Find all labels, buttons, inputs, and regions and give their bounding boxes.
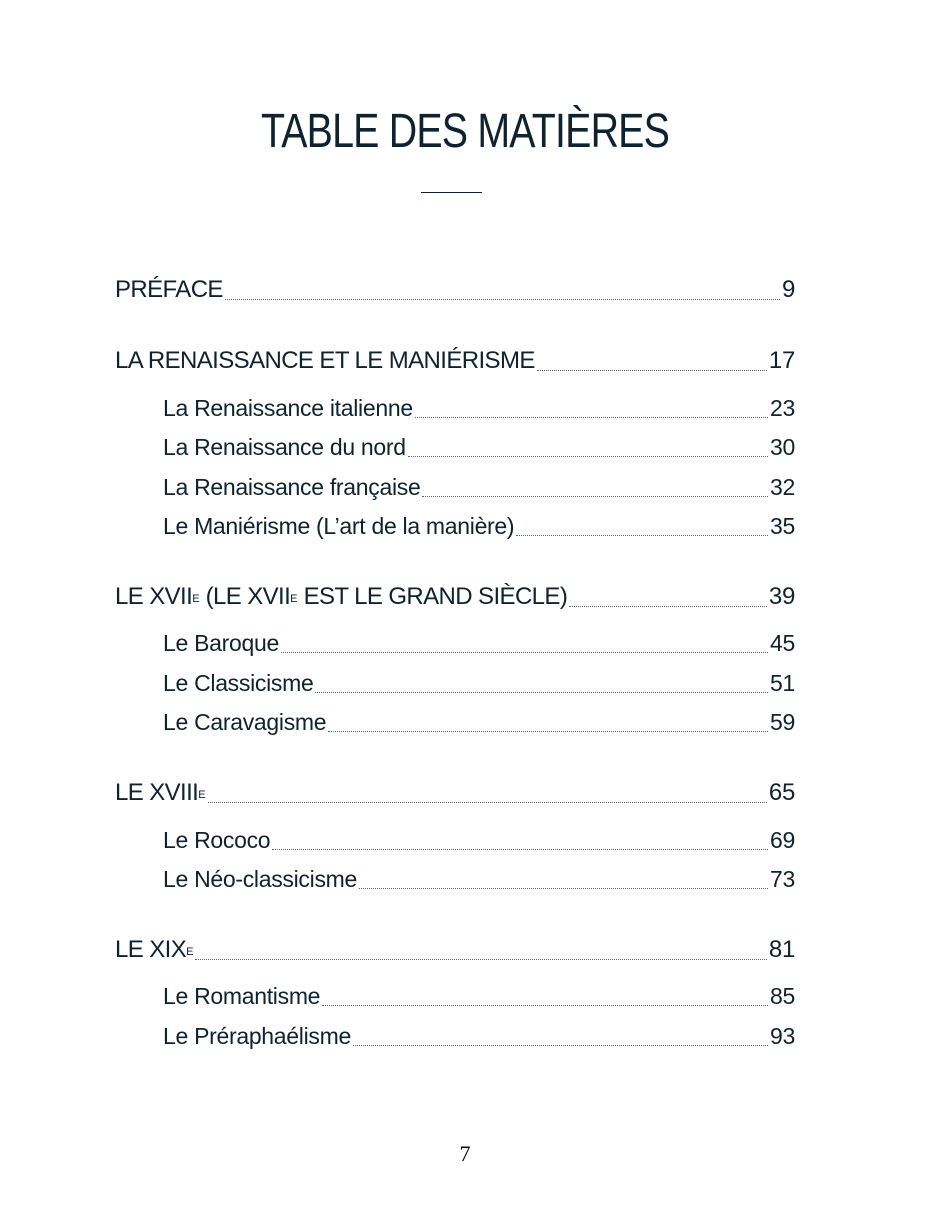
toc-entry-page: 32 [770, 474, 795, 500]
toc-entry-label: La Renaissance italienne [163, 395, 413, 421]
toc-entry-preraphaelisme[interactable] [163, 1018, 795, 1050]
dot-leader [315, 692, 768, 693]
toc-entry-xviiie[interactable] [115, 775, 795, 807]
toc-entry-label: Le Néo-classicisme [163, 866, 357, 892]
toc-entry-label: LE $XVIII^E$ [115, 779, 206, 806]
toc-entry-label: Le Caravagisme [163, 709, 327, 735]
toc-entry-xixe[interactable] [115, 932, 795, 964]
toc-entry-classicisme[interactable] [163, 665, 795, 697]
toc-entry-page: 23 [770, 395, 795, 421]
toc-entry-label: Le Classicisme [163, 670, 314, 696]
toc-entry-page: 81 [768, 936, 795, 963]
toc-entry-renaissance-manierisme[interactable] [115, 343, 795, 375]
toc-entry-page: 45 [770, 630, 795, 656]
dot-leader [208, 802, 767, 803]
dot-leader [359, 888, 768, 889]
dot-leader [408, 456, 768, 457]
dot-leader [569, 606, 767, 607]
toc-entry-romantisme[interactable] [163, 978, 795, 1010]
toc-entry-label: LE $XVII^E$ (LE $XVII^E$ EST LE GRAND SIÈCLE) [115, 583, 568, 610]
toc-entry-label: LA RENAISSANCE ET LE MANIÉRISME [115, 347, 535, 374]
toc-entry-page: 65 [768, 779, 795, 806]
toc-entry-page: 93 [770, 1023, 795, 1049]
toc-entry-page: 69 [770, 827, 795, 853]
page-title: TABLE DES MATIÈRES [260, 105, 670, 158]
dot-leader [422, 496, 768, 497]
toc-entry-page: 59 [770, 709, 795, 735]
toc-entry-rococo[interactable] [163, 822, 795, 854]
page-number: 7 [459, 1141, 471, 1166]
toc-entry-label: La Renaissance du nord [163, 434, 406, 460]
toc-entry-label: Le Baroque [163, 630, 279, 656]
dot-leader [328, 731, 768, 732]
toc-entry-preface[interactable] [115, 272, 795, 304]
toc-entry-page: 30 [770, 434, 795, 460]
dot-leader [281, 652, 768, 653]
toc-entry-renaissance-francaise[interactable] [163, 469, 795, 501]
dot-leader [516, 535, 768, 536]
dot-leader [195, 959, 766, 960]
dot-leader [415, 417, 768, 418]
toc-entry-xviie[interactable] [115, 579, 795, 611]
dot-leader [225, 299, 780, 300]
toc-entry-renaissance-nord[interactable] [163, 429, 795, 461]
dot-leader [322, 1005, 768, 1006]
toc-entry-label: PRÉFACE [115, 276, 223, 303]
toc-entry-page: 85 [770, 983, 795, 1009]
toc-entry-manierisme[interactable] [163, 508, 795, 540]
toc-entry-label: Le Romantisme [163, 983, 321, 1009]
toc-entry-label: La Renaissance française [163, 474, 421, 500]
toc-entry-label: LE $XIX^E$ [115, 936, 194, 963]
dot-leader [272, 849, 768, 850]
dot-leader [537, 370, 767, 371]
toc-entry-neo-classicisme[interactable] [163, 861, 795, 893]
toc-entry-page: 51 [770, 670, 795, 696]
toc-entry-page: 17 [768, 347, 795, 374]
toc-entry-page: 9 [781, 276, 795, 303]
toc-entry-page: 73 [770, 866, 795, 892]
toc-entry-label: Le Rococo [163, 827, 271, 853]
toc-entry-baroque[interactable] [163, 625, 795, 657]
toc-entry-renaissance-italienne[interactable] [163, 390, 795, 422]
toc-entry-label: Le Préraphaélisme [163, 1023, 351, 1049]
toc-entry-page: 39 [768, 583, 795, 610]
toc-entry-caravagisme[interactable] [163, 704, 795, 736]
toc-entry-page: 35 [770, 513, 795, 539]
toc-entry-label: Le Maniérisme (L’art de la manière) [163, 513, 515, 539]
dot-leader [353, 1045, 768, 1046]
